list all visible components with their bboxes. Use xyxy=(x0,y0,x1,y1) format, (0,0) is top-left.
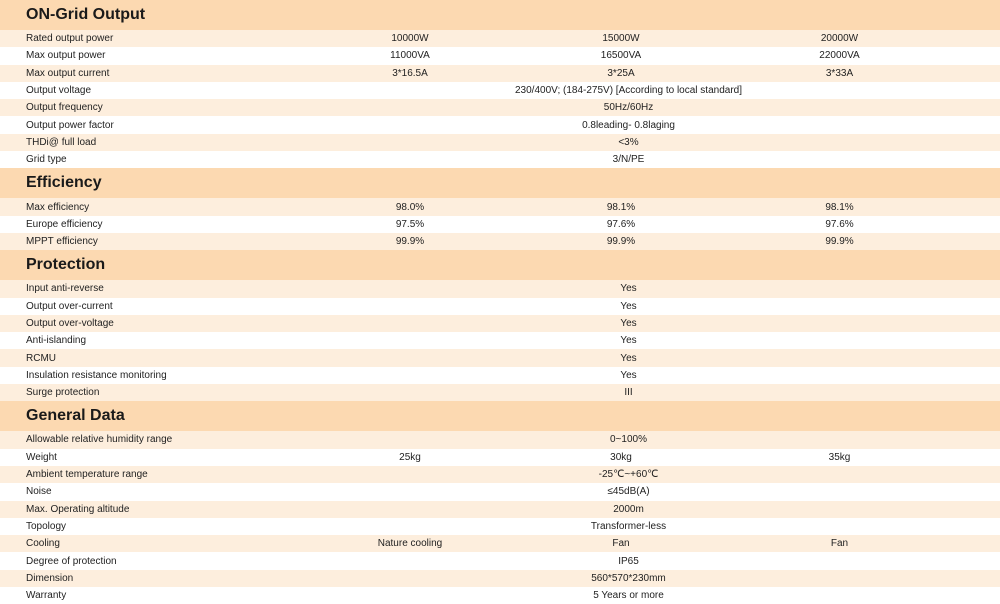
spec-value-all-models: III xyxy=(624,387,633,399)
spec-value-model-2: Fan xyxy=(612,538,630,550)
spec-value-all-models: 560*570*230mm xyxy=(591,572,666,584)
spec-row-output-voltage xyxy=(0,82,1000,99)
spec-value-all-models: 2000m xyxy=(613,503,644,515)
spec-value-all-models: Yes xyxy=(620,335,637,347)
spec-label: THDi@ full load xyxy=(26,136,97,148)
spec-value-all-models: <3% xyxy=(618,136,639,148)
spec-row-warranty xyxy=(0,587,1000,604)
spec-label: Ambient temperature range xyxy=(26,469,148,481)
spec-label: Input anti-reverse xyxy=(26,283,104,295)
spec-value-model-3: 20000W xyxy=(820,33,859,45)
spec-value-all-models: 230/400V; (184-275V) [According to local standard] xyxy=(515,85,742,97)
spec-value-model-2: 97.6% xyxy=(606,218,636,230)
spec-label: Output over-current xyxy=(26,300,113,312)
spec-label: Dimension xyxy=(26,572,74,584)
spec-label: Grid type xyxy=(26,154,67,166)
spec-row-rated-output-power xyxy=(0,30,1000,47)
spec-row-max-operating-altitude xyxy=(0,501,1000,518)
spec-value-all-models: 5 Years or more xyxy=(593,590,664,602)
spec-value-model-1: 98.0% xyxy=(395,201,425,213)
spec-label: Output frequency xyxy=(26,102,103,114)
spec-value-all-models: -25℃~+60℃ xyxy=(598,469,659,481)
spec-label: Output over-voltage xyxy=(26,318,114,329)
spec-label: RCMU xyxy=(26,352,56,364)
spec-row-allowable-relative-humidity-range xyxy=(0,431,1000,448)
spec-row-max-efficiency xyxy=(0,198,1000,215)
spec-row-mppt-efficiency xyxy=(0,233,1000,250)
spec-label: Topology xyxy=(26,520,67,532)
spec-row-output-power-factor xyxy=(0,116,1000,133)
section-header-efficiency: Efficiency xyxy=(0,168,1000,198)
spec-row-topology xyxy=(0,518,1000,535)
spec-label: Europe efficiency xyxy=(26,218,103,230)
spec-value-model-2: 15000W xyxy=(602,33,640,45)
spec-row-cooling xyxy=(0,535,1000,552)
spec-value-model-3: 99.9% xyxy=(825,236,854,248)
spec-row-degree-of-protection xyxy=(0,552,1000,569)
spec-value-all-models: 0~100% xyxy=(610,434,647,446)
section-header-protection: Protection xyxy=(0,250,1000,280)
spec-value-model-3: 35kg xyxy=(828,451,851,463)
spec-label: MPPT efficiency xyxy=(26,236,98,248)
spec-value-model-1: 11000VA xyxy=(390,50,430,62)
section-header-on-grid-output: ON-Grid Output xyxy=(0,0,1000,30)
spec-value-model-3: 3*33A xyxy=(825,67,854,79)
spec-label: Weight xyxy=(26,451,57,463)
spec-row-grid-type xyxy=(0,151,1000,168)
spec-label: Output voltage xyxy=(26,85,92,97)
spec-value-model-1: Nature cooling xyxy=(377,538,443,550)
spec-row-max-output-power xyxy=(0,47,1000,64)
spec-label: Anti-islanding xyxy=(26,335,87,347)
spec-row-input-anti-reverse xyxy=(0,280,1000,297)
spec-row-weight xyxy=(0,449,1000,466)
spec-label: Degree of protection xyxy=(26,555,117,567)
spec-row-dimension xyxy=(0,570,1000,587)
spec-label: Noise xyxy=(26,486,52,498)
spec-row-ambient-temperature-range xyxy=(0,466,1000,483)
spec-row-insulation-resistance-monitoring xyxy=(0,367,1000,384)
spec-label: Max output power xyxy=(26,50,106,62)
spec-label: Warranty xyxy=(26,590,67,602)
spec-value-model-1: 10000W xyxy=(391,33,429,45)
spec-label: Max efficiency xyxy=(26,201,90,213)
spec-label: Allowable relative humidity range xyxy=(26,434,173,446)
spec-value-all-models: 3/N/PE xyxy=(612,154,645,166)
spec-value-model-3: 97.6% xyxy=(825,218,854,230)
spec-value-all-models: ≤45dB(A) xyxy=(607,486,650,498)
spec-value-all-models: IP65 xyxy=(618,555,639,567)
spec-value-all-models: Yes xyxy=(620,283,637,295)
spec-value-all-models: Yes xyxy=(620,369,637,381)
spec-value-model-2: 98.1% xyxy=(606,201,636,213)
spec-value-all-models: Yes xyxy=(620,300,637,312)
spec-row-anti-islanding xyxy=(0,332,1000,349)
spec-row-max-output-current xyxy=(0,65,1000,82)
spec-value-all-models: Yes xyxy=(620,352,637,364)
spec-value-model-2: 3*25A xyxy=(607,67,635,79)
spec-value-all-models: Transformer-less xyxy=(590,520,667,532)
spec-value-model-2: 16500VA xyxy=(600,50,642,62)
spec-row-europe-efficiency xyxy=(0,216,1000,233)
spec-label: Surge protection xyxy=(26,387,100,399)
spec-label: Output power factor xyxy=(26,119,114,131)
spec-value-model-1: 97.5% xyxy=(395,218,425,230)
spec-value-model-1: 99.9% xyxy=(395,236,425,248)
spec-value-model-2: 99.9% xyxy=(606,236,636,248)
spec-row-noise xyxy=(0,483,1000,500)
spec-row-output-over-current xyxy=(0,298,1000,315)
spec-value-all-models: Yes xyxy=(620,318,637,329)
spec-value-model-1: 3*16.5A xyxy=(392,67,428,79)
spec-label: Max output current xyxy=(26,67,110,79)
section-header-general-data: General Data xyxy=(0,401,1000,431)
spec-value-model-3: 98.1% xyxy=(825,201,854,213)
spec-label: Rated output power xyxy=(26,33,114,45)
spec-label: Cooling xyxy=(26,538,60,550)
spec-row-thdi-full-load xyxy=(0,134,1000,151)
spec-value-all-models: 50Hz/60Hz xyxy=(603,102,654,114)
spec-label: Max. Operating altitude xyxy=(26,503,130,515)
spec-label: Insulation resistance monitoring xyxy=(26,369,167,381)
spec-row-rcmu xyxy=(0,349,1000,366)
spec-value-model-1: 25kg xyxy=(399,451,421,463)
spec-row-output-over-voltage xyxy=(0,315,1000,332)
spec-value-model-2: 30kg xyxy=(610,451,632,463)
spec-row-output-frequency xyxy=(0,99,1000,116)
spec-value-model-3: 22000VA xyxy=(819,50,860,62)
spec-value-all-models: 0.8leading- 0.8laging xyxy=(582,119,675,131)
spec-value-model-3: Fan xyxy=(830,538,849,550)
spec-row-surge-protection xyxy=(0,384,1000,401)
